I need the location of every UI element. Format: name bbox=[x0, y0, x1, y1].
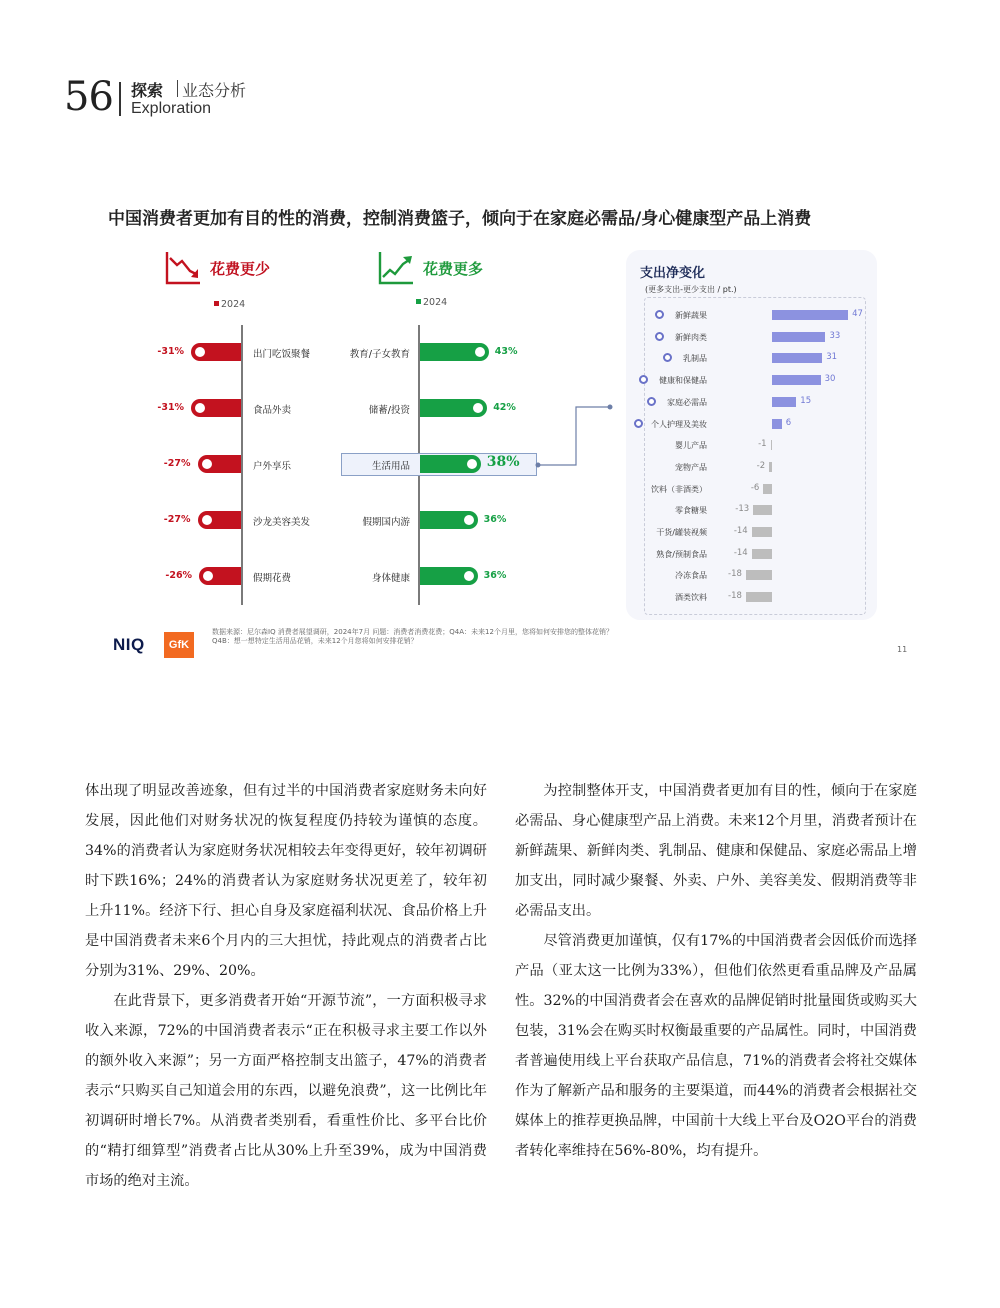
net-change-value: 30 bbox=[824, 374, 836, 385]
bar-knob bbox=[202, 459, 212, 469]
spend-more-value: 38% bbox=[486, 454, 520, 470]
net-change-bar bbox=[753, 505, 772, 515]
spend-more-value: 42% bbox=[493, 402, 516, 413]
spend-less-legend: 2024 bbox=[214, 299, 245, 310]
net-change-label: 零食糖果 bbox=[675, 506, 707, 516]
trend-down-icon bbox=[164, 250, 202, 286]
page-number: 56 bbox=[64, 74, 113, 120]
net-change-label: 干货/罐装视频 bbox=[656, 528, 707, 537]
spend-more-header bbox=[377, 250, 483, 286]
figure-page-number: 11 bbox=[897, 645, 908, 654]
spend-less-label: 花费更少 bbox=[210, 259, 271, 278]
spend-less-bar bbox=[191, 399, 241, 417]
paragraph: 在此背景下，更多消费者开始“开源节流”，一方面积极寻求收入来源，72%的中国消费者表示“正在积极寻求主要工作以外的额外收入来源”；另一方面严格控制支出篮子，47%的消费者表示“只购买自己知道会用的东西，以避免浪费”，这一比例比年初调研时增长7%。从消费者类别看，看重性价比、多平台比价的“精打细算型”消费者占比从30%上升至39%，成为中国消费市场的绝对主流。 bbox=[85, 993, 487, 1189]
net-change-bar bbox=[746, 592, 772, 602]
net-change-marker bbox=[647, 397, 656, 406]
paragraph: 为控制整体开支，中国消费者更加有目的性，倾向于在家庭必需品、身心健康型产品上消费。未来12个月里，消费者预计在新鲜蔬果、新鲜肉类、乳制品、健康和保健品、家庭必需品上增加支出，同时减少聚餐、外卖、户外、美容美发、假期消费等非必需品支出。 bbox=[515, 783, 917, 919]
spend-less-value: -27% bbox=[163, 514, 191, 525]
net-change-value: 33 bbox=[829, 330, 841, 341]
spend-more-category: 生活用品 bbox=[371, 461, 410, 472]
net-change-bar bbox=[763, 484, 772, 494]
spend-more-category: 假期国内游 bbox=[362, 517, 410, 528]
net-change-label: 婴儿产品 bbox=[675, 441, 707, 451]
spend-less-bar bbox=[198, 511, 241, 529]
net-change-label: 饮料（非酒类） bbox=[651, 484, 707, 494]
section-title: 探索 bbox=[131, 81, 164, 100]
bar-knob bbox=[195, 347, 205, 357]
net-change-bar bbox=[771, 440, 772, 450]
bar-knob bbox=[475, 347, 485, 357]
net-change-label: 家庭必需品 bbox=[667, 397, 707, 407]
net-change-value: 6 bbox=[785, 417, 792, 428]
spend-less-value: -27% bbox=[163, 458, 191, 469]
body-column-right bbox=[515, 776, 917, 1166]
spend-more-category: 储蓄/投资 bbox=[368, 405, 410, 416]
spend-more-value: 36% bbox=[483, 514, 507, 525]
net-change-title: 支出净变化 bbox=[640, 266, 706, 281]
net-change-value: -18 bbox=[728, 591, 742, 602]
net-change-marker bbox=[634, 419, 643, 428]
net-change-label: 乳制品 bbox=[683, 354, 707, 364]
connector-line bbox=[530, 400, 620, 470]
net-change-marker bbox=[655, 332, 664, 341]
net-change-bar bbox=[769, 462, 772, 472]
spend-less-value: -31% bbox=[157, 346, 185, 357]
net-change-marker bbox=[655, 310, 664, 319]
net-change-label: 新鲜蔬果 bbox=[675, 311, 707, 320]
net-change-value: -14 bbox=[733, 526, 748, 536]
net-change-label: 酒类饮料 bbox=[675, 593, 707, 603]
spend-less-category: 食品外卖 bbox=[253, 405, 292, 416]
spend-less-category: 出门吃饭聚餐 bbox=[253, 349, 311, 360]
net-change-value: 15 bbox=[800, 395, 812, 406]
bar-knob bbox=[467, 459, 477, 469]
net-change-label: 个人护理及美妆 bbox=[651, 419, 707, 429]
net-change-frame bbox=[644, 297, 866, 615]
figure-title: 中国消费者更加有目的性的消费，控制消费篮子，倾向于在家庭必需品/身心健康型产品上消费 bbox=[108, 209, 812, 229]
body-column-left bbox=[85, 776, 487, 1196]
section-separator bbox=[177, 80, 178, 97]
net-change-value: -14 bbox=[733, 547, 748, 558]
spend-less-category: 户外享乐 bbox=[253, 461, 292, 472]
spend-more-category: 教育/子女教育 bbox=[349, 349, 410, 360]
spend-more-bar bbox=[420, 511, 478, 529]
net-change-label: 新鲜肉类 bbox=[675, 332, 707, 342]
spend-less-header bbox=[164, 250, 270, 286]
section-subtitle: 业态分析 bbox=[182, 81, 247, 100]
spend-more-bar bbox=[420, 455, 481, 473]
net-change-label: 宠物产品 bbox=[675, 462, 707, 472]
spend-less-bar bbox=[191, 343, 241, 361]
net-change-label: 熟食/预制食品 bbox=[656, 549, 707, 559]
bar-knob bbox=[203, 571, 213, 581]
spend-less-bar bbox=[198, 455, 241, 473]
bar-knob bbox=[195, 403, 205, 413]
net-change-subtitle: (更多支出-更少支出 / pt.) bbox=[645, 285, 737, 294]
bar-knob bbox=[464, 571, 474, 581]
spend-less-value: -31% bbox=[157, 402, 185, 413]
bar-knob bbox=[464, 515, 474, 525]
source-note: 数据来源：尼尔森IQ 消费者展望调研，2024年7月 问题：消费者消费花费；Q4A：未来12个月里，您将如何安排您的整体花销？Q4B：想一想特定生活用品花销，未来12个月您将如何安排花销？ bbox=[212, 628, 613, 645]
net-change-label: 健康和保健品 bbox=[659, 376, 707, 386]
net-change-bar bbox=[746, 570, 772, 580]
net-change-label: 冷冻食品 bbox=[675, 571, 707, 581]
spend-more-label: 花费更多 bbox=[423, 259, 484, 278]
spend-less-axis bbox=[241, 325, 243, 605]
net-change-value: -13 bbox=[735, 504, 750, 515]
spend-more-value: 43% bbox=[494, 346, 518, 357]
spend-more-value: 36% bbox=[483, 570, 507, 581]
spend-less-value: -26% bbox=[165, 570, 193, 581]
net-change-value: -2 bbox=[756, 460, 766, 471]
net-change-bar bbox=[752, 527, 772, 537]
net-change-bar bbox=[772, 419, 782, 429]
spend-less-bar bbox=[199, 567, 241, 585]
paragraph: 体出现了明显改善迹象，但有过半的中国消费者家庭财务未向好发展，因此他们对财务状况的恢复程度仍持较为谨慎的态度。34%的消费者认为家庭财务状况相较去年变得更好，较年初调研时下跌16%；24%的消费者认为家庭财务状况更差了，较年初上升11%。经济下行、担心自身及家庭福利状况、食品价格上升是中国消费者未来6个月内的三大担忧，持此观点的消费者占比分别为31%、29%、20%。 bbox=[85, 783, 487, 979]
net-change-bar bbox=[772, 353, 822, 363]
bar-knob bbox=[473, 403, 483, 413]
net-change-value: 47 bbox=[852, 309, 863, 319]
spend-less-category: 假期花费 bbox=[253, 573, 292, 584]
net-change-bar bbox=[752, 549, 772, 559]
net-change-bar bbox=[772, 310, 848, 320]
net-change-value: -1 bbox=[758, 439, 767, 450]
section-title-en: Exploration bbox=[131, 100, 212, 117]
spend-less-category: 沙龙美容美发 bbox=[253, 517, 311, 528]
trend-up-icon bbox=[377, 250, 415, 286]
net-change-value: -6 bbox=[750, 482, 760, 493]
net-change-bar bbox=[772, 332, 825, 342]
net-change-value: 31 bbox=[826, 352, 838, 363]
header-divider bbox=[119, 82, 121, 116]
spend-more-bar bbox=[420, 343, 489, 361]
net-change-bar bbox=[772, 397, 796, 407]
bar-knob bbox=[202, 515, 212, 525]
net-change-value: -18 bbox=[728, 569, 742, 580]
gfk-logo: GfK bbox=[164, 632, 194, 658]
spend-more-bar bbox=[420, 399, 487, 417]
niq-logo: NIQ bbox=[113, 635, 145, 654]
spend-more-category: 身体健康 bbox=[371, 573, 410, 584]
spend-more-legend: 2024 bbox=[416, 297, 447, 308]
paragraph: 尽管消费更加谨慎，仅有17%的中国消费者会因低价而选择产品（亚太这一比例为33%），但他们依然更看重品牌及产品属性。32%的中国消费者会在喜欢的品牌促销时批量囤货或购买大包装，31%会在购买时权衡最重要的产品属性。同时，中国消费者普遍使用线上平台获取产品信息，71%的消费者会将社交媒体作为了解新产品和服务的主要渠道，而44%的消费者会根据社交媒体上的推荐更换品牌，中国前十大线上平台及O2O平台的消费者转化率维持在56%-80%，均有提升。 bbox=[515, 933, 917, 1159]
spend-more-bar bbox=[420, 567, 478, 585]
net-change-bar bbox=[772, 375, 821, 385]
